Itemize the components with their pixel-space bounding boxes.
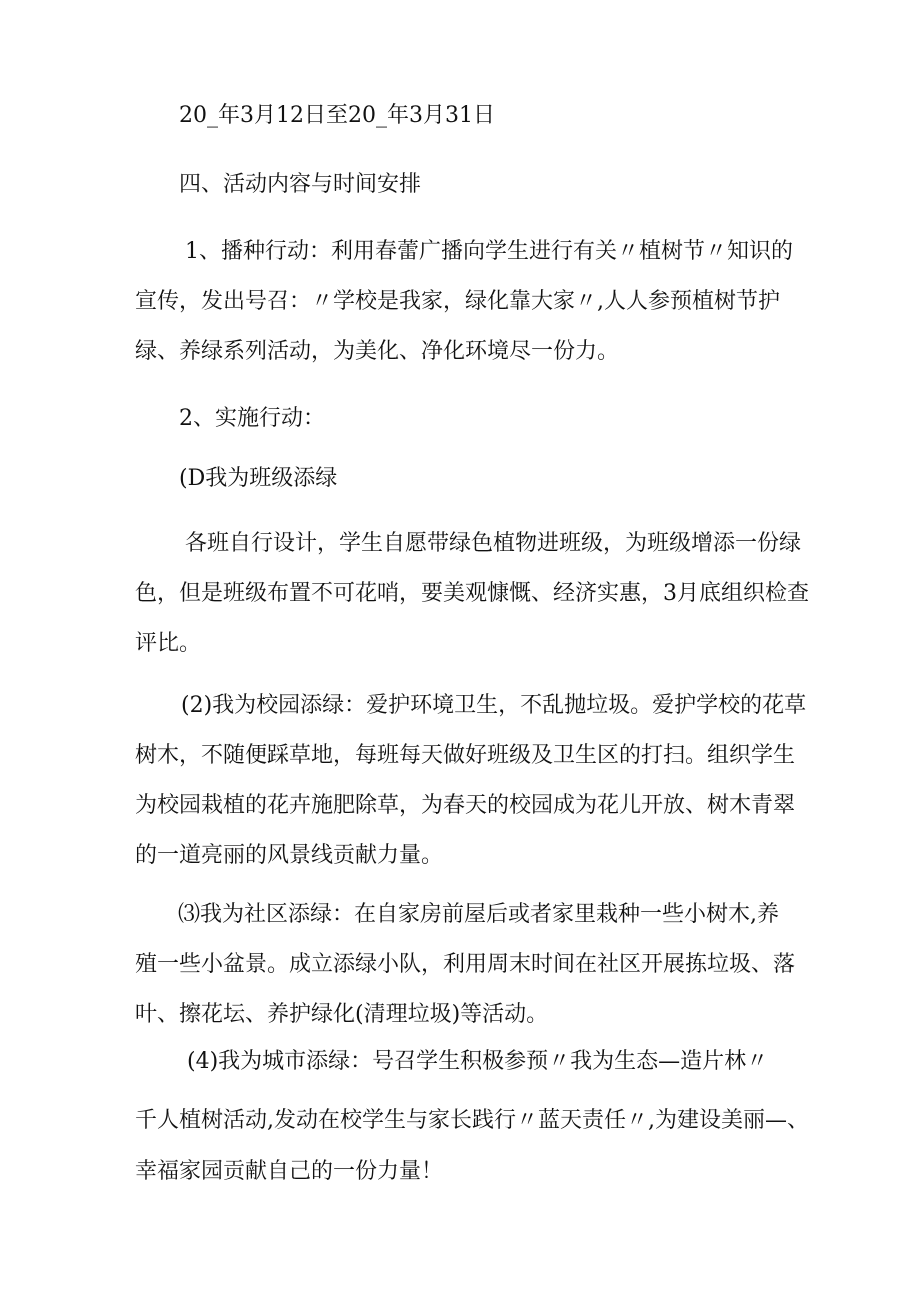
date-range-line: 20_年3月12日至20_年3月31日 — [179, 103, 495, 128]
paragraph-line: 绿、养绿系列活动，为美化、净化环境尽一份力。 — [135, 339, 620, 364]
paragraph-line: 叶、擦花坛、养护绿化(清理垃圾)等活动。 — [135, 1002, 549, 1027]
paragraph-line: 的一道亮丽的风景线贡献力量。 — [135, 843, 444, 868]
paragraph-line: 殖一些小盆景。成立添绿小队，利用周末时间在社区开展拣垃圾、落 — [135, 952, 796, 977]
section-heading: 四、活动内容与时间安排 — [179, 172, 422, 197]
paragraph-line: 为校园栽植的花卉施肥除草，为春天的校园成为花儿开放、树木青翠 — [135, 793, 796, 818]
paragraph-line: (2)我为校园添绿：爱护环境卫生，不乱抛垃圾。爱护学校的花草 — [181, 693, 807, 718]
paragraph-line: (4)我为城市添绿：号召学生积极参预〃我为生态—造片林〃 — [187, 1049, 769, 1074]
paragraph-line: 各班自行设计，学生自愿带绿色植物进班级，为班级增添一份绿 — [185, 531, 802, 556]
paragraph-line: 色，但是班级布置不可花哨，要美观慷慨、经济实惠，3月底组织检查 — [135, 581, 809, 606]
subheading-line: 2、实施行动： — [179, 406, 325, 431]
paragraph-line: ⑶我为社区添绿：在自家房前屋后或者家里栽种一些小树木,养 — [178, 902, 779, 927]
paragraph-line: 1、播种行动：利用春蕾广播向学生进行有关〃植树节〃知识的 — [185, 239, 793, 264]
paragraph-line: 评比。 — [135, 631, 202, 656]
paragraph-line: 宣传，发出号召：〃学校是我家，绿化靠大家〃,人人参预植树节护 — [135, 289, 780, 314]
paragraph-line: 幸福家园贡献自己的一份力量！ — [135, 1159, 444, 1184]
paragraph-line: 树木，不随便踩草地，每班每天做好班级及卫生区的打扫。组织学生 — [135, 743, 796, 768]
paragraph-line: 千人植树活动,发动在校学生与家长践行〃蓝天责任〃,为建设美丽—、 — [135, 1108, 809, 1133]
subheading-line: (D我为班级添绿 — [179, 466, 338, 491]
